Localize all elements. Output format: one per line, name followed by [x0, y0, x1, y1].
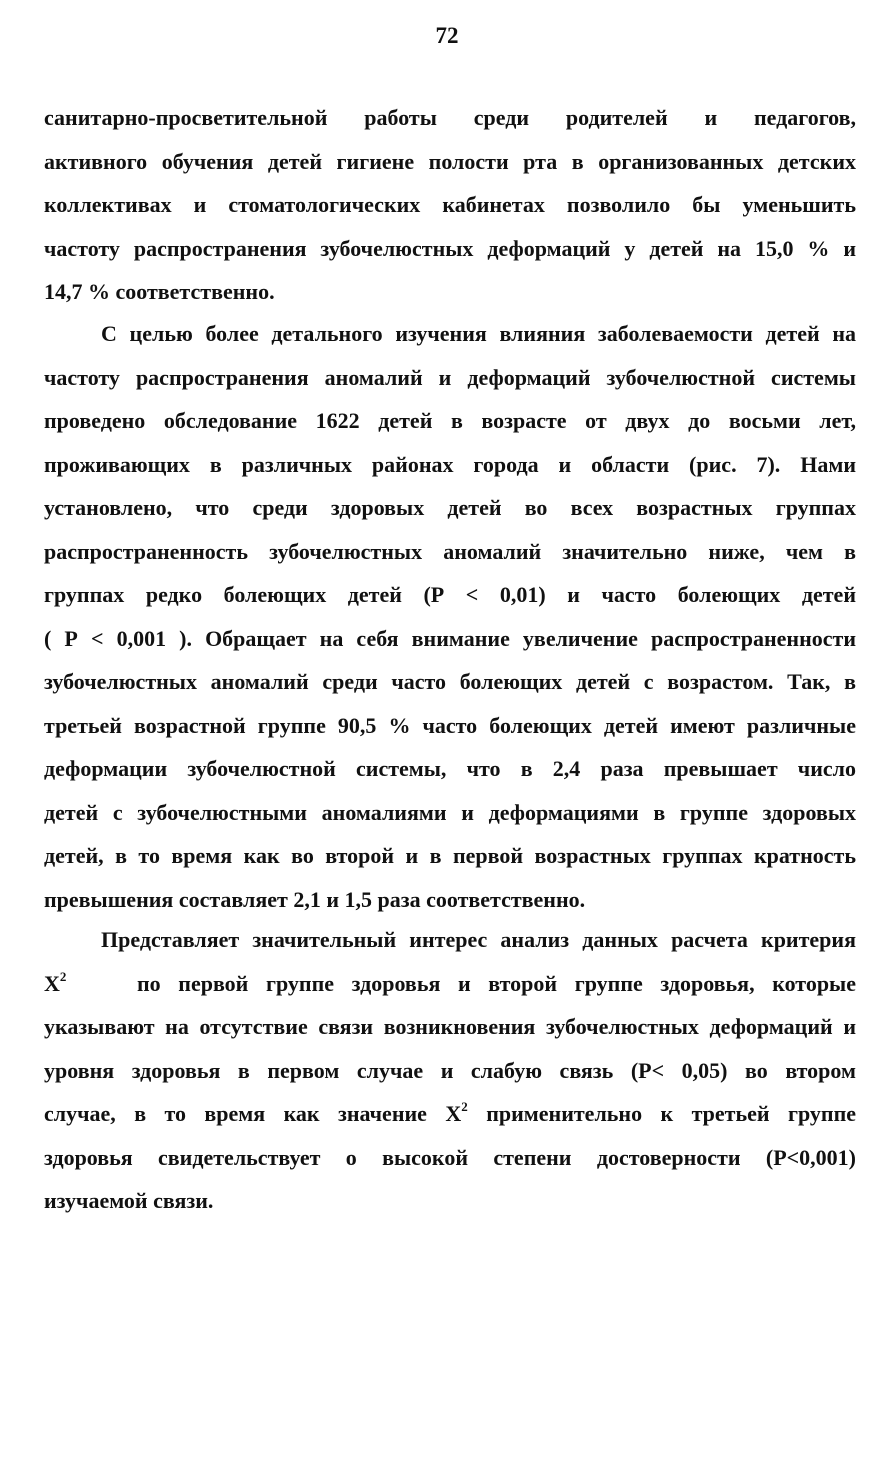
text-line: С целью более детального изучения влияния заболеваемости детей на [101, 321, 856, 346]
paragraph-3 [44, 918, 856, 1223]
text-line: коллективах и стоматологических кабинетах позволило бы уменьшить [44, 192, 856, 217]
text-line: распространенность зубочелюстных аномалий значительно ниже, чем в [44, 538, 856, 564]
text-line: 14,7 % соответственно. [44, 279, 275, 304]
text-line: группах редко болеющих детей (Р < 0,01) и часто болеющих детей [44, 582, 856, 607]
text-line: уровня здоровья в первом случае и слабую связь (Р< 0,05) во втором [44, 1057, 856, 1083]
chi-square-exponent: 2 [461, 1099, 468, 1114]
text-line: зубочелюстных аномалий среди часто болеющих детей с возрастом. Так, в [44, 669, 856, 694]
paragraph-1 [44, 96, 856, 314]
text-line: активного обучения детей гигиене полости рта в организованных детских [44, 148, 856, 174]
text-line: здоровья свидетельствует о высокой степени достоверности (Р<0,001) [44, 1144, 856, 1170]
text-line: ( Р < 0,001 ). Обращает на себя внимание увеличение распространенности [44, 625, 856, 651]
text-line: установлено, что среди здоровых детей во всех возрастных группах [44, 495, 856, 520]
text-line: детей с зубочелюстными аномалиями и деформациями в группе здоровых [44, 799, 856, 825]
text-line: превышения составляет 2,1 и 1,5 раза соответственно. [44, 886, 586, 912]
text-line: частоту распространения зубочелюстных деформаций у детей на 15,0 % и [44, 235, 856, 261]
chi-square-exponent: 2 [59, 968, 67, 984]
text-line: $X^2$ по первой группе здоровья и второй группе здоровья, которые [44, 968, 856, 996]
text-line: указывают на отсутствие связи возникновения зубочелюстных деформаций и [44, 1014, 856, 1039]
text-line: Представляет значительный интерес анализ данных расчета критерия [101, 927, 856, 952]
text-line: случае, в то время как значение $X^2$ применительно к третьей группе [44, 1099, 857, 1126]
chi-square-symbol: $X^2$ [44, 968, 67, 996]
text-line: изучаемой связи. [44, 1188, 214, 1213]
chi-square-symbol: $X^2$ [445, 1099, 468, 1126]
page-number: 72 [435, 23, 459, 48]
text-line: проживающих в различных районах города и области (рис. 7). Нами [44, 451, 856, 477]
text-line: санитарно-просветительной работы среди родителей и педагогов, [44, 105, 856, 130]
text-line: проведено обследование 1622 детей в возрасте от двух до восьми лет, [44, 408, 856, 433]
paragraph-2 [44, 312, 856, 921]
text-line: детей, в то время как во второй и в первой возрастных группах кратность [44, 843, 856, 868]
text-line: третьей возрастной группе 90,5 % часто болеющих детей имеют различные [44, 712, 856, 738]
text-line: частоту распространения аномалий и деформаций зубочелюстной системы [44, 364, 856, 390]
text-line: деформации зубочелюстной системы, что в 2,4 раза превышает число [44, 756, 856, 781]
